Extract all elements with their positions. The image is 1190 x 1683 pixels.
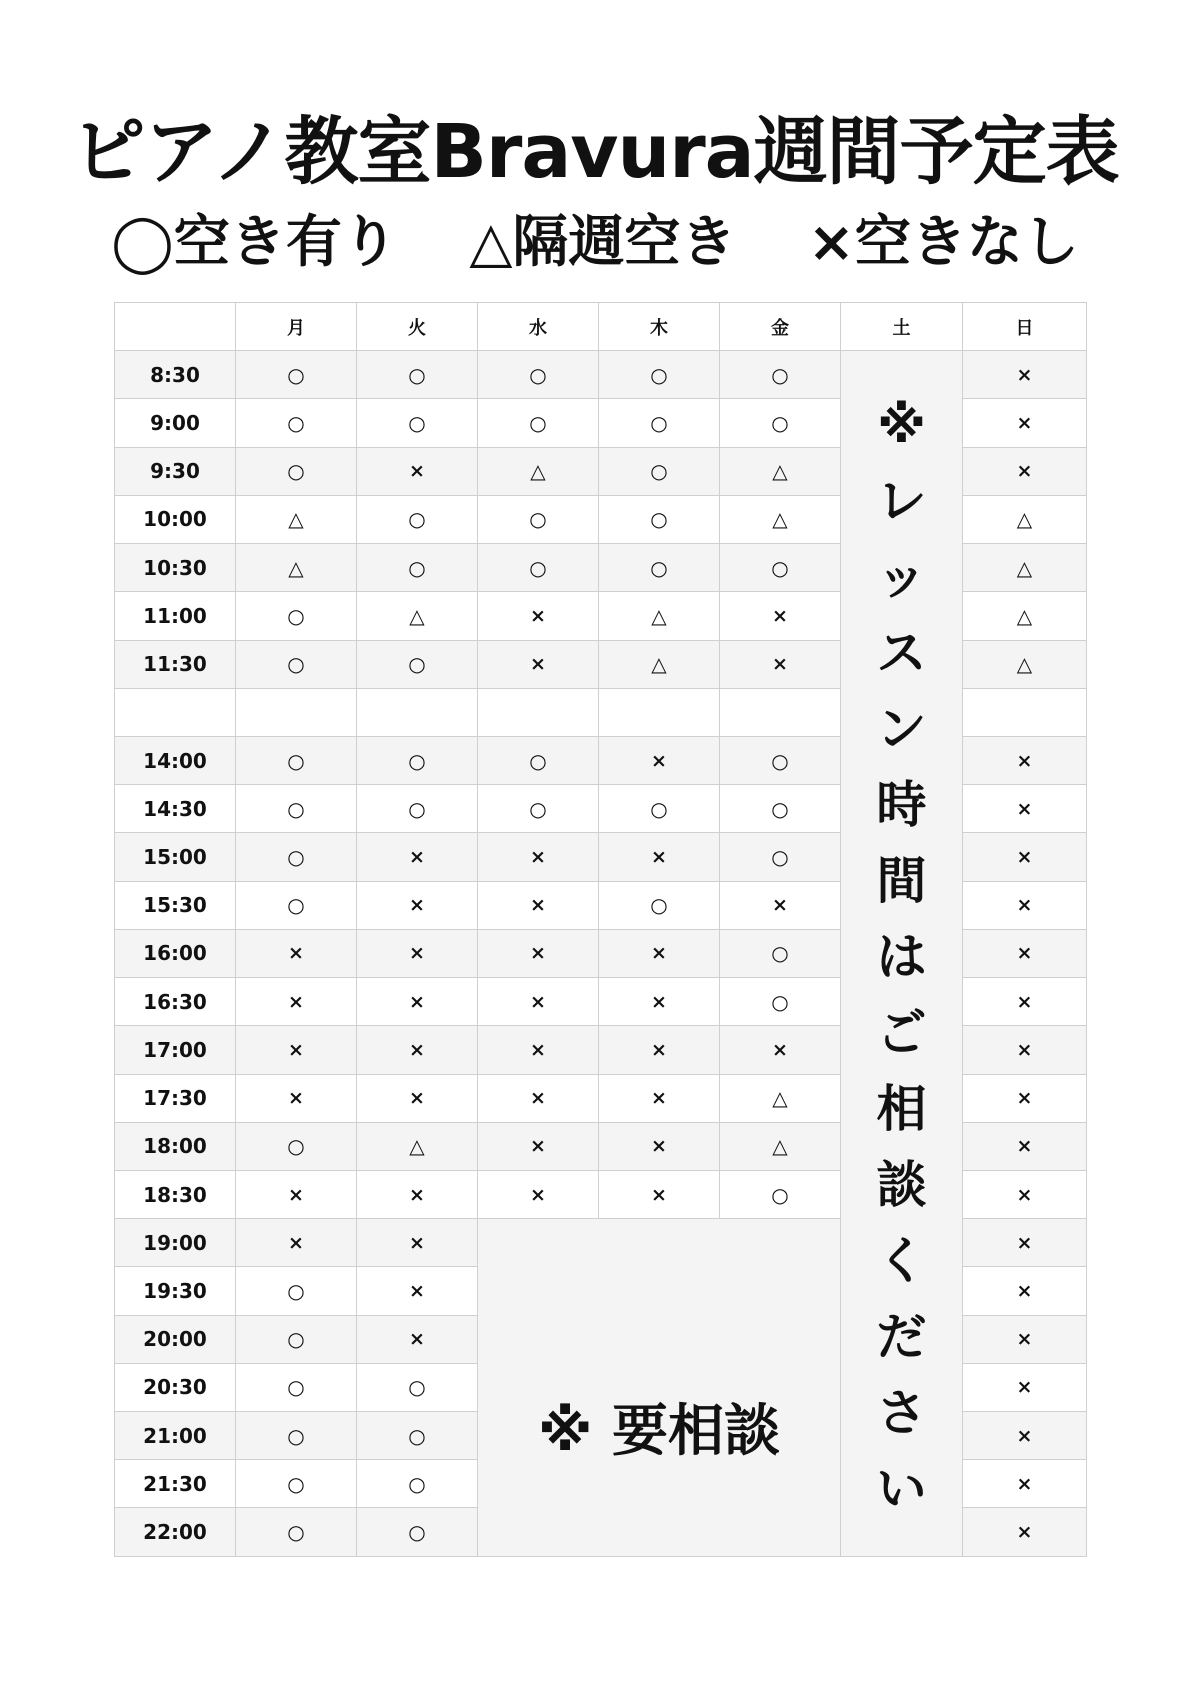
availability-cell: × xyxy=(478,833,599,881)
availability-cell: △ xyxy=(599,592,720,640)
availability-cell: ○ xyxy=(236,1508,357,1556)
time-cell: 17:30 xyxy=(115,1074,236,1122)
time-cell: 18:30 xyxy=(115,1170,236,1218)
day-header: 金 xyxy=(720,303,841,351)
availability-cell: × xyxy=(478,1122,599,1170)
availability-cell: × xyxy=(478,978,599,1026)
availability-cell: ○ xyxy=(236,1315,357,1363)
availability-cell: × xyxy=(963,1315,1087,1363)
availability-cell: × xyxy=(357,1315,478,1363)
saturday-note-char: 間 xyxy=(876,852,927,911)
availability-cell: △ xyxy=(720,1122,841,1170)
time-cell: 19:30 xyxy=(115,1267,236,1315)
time-cell: 14:00 xyxy=(115,736,236,784)
availability-cell: × xyxy=(357,929,478,977)
time-cell: 15:00 xyxy=(115,833,236,881)
availability-cell: × xyxy=(963,1363,1087,1411)
time-cell: 15:30 xyxy=(115,881,236,929)
availability-cell: ○ xyxy=(478,351,599,399)
availability-cell: △ xyxy=(357,592,478,640)
availability-cell: ○ xyxy=(599,351,720,399)
availability-cell: × xyxy=(963,1412,1087,1460)
saturday-note-char: は xyxy=(876,928,927,987)
availability-cell: × xyxy=(236,978,357,1026)
availability-cell: × xyxy=(357,833,478,881)
legend-available: ◯空き有り xyxy=(111,210,398,275)
availability-cell: × xyxy=(357,1170,478,1218)
availability-cell: × xyxy=(963,1170,1087,1218)
time-cell xyxy=(115,688,236,736)
time-cell: 16:00 xyxy=(115,929,236,977)
saturday-note-cell xyxy=(841,351,963,1556)
availability-cell: × xyxy=(599,1026,720,1074)
availability-cell: ○ xyxy=(236,640,357,688)
availability-cell: × xyxy=(963,1460,1087,1508)
saturday-note-char: 談 xyxy=(876,1156,927,1215)
availability-cell: ○ xyxy=(357,544,478,592)
time-cell: 21:30 xyxy=(115,1460,236,1508)
availability-cell: × xyxy=(963,399,1087,447)
availability-cell: ○ xyxy=(720,833,841,881)
availability-cell: ○ xyxy=(720,736,841,784)
availability-cell: ○ xyxy=(357,495,478,543)
legend-alternate-weeks: △隔週空き xyxy=(469,210,737,275)
time-cell: 16:30 xyxy=(115,978,236,1026)
availability-cell: ○ xyxy=(478,736,599,784)
availability-cell: × xyxy=(963,736,1087,784)
availability-cell: ○ xyxy=(599,785,720,833)
availability-cell xyxy=(963,688,1087,736)
availability-cell: △ xyxy=(357,1122,478,1170)
availability-cell: × xyxy=(599,1170,720,1218)
day-header: 木 xyxy=(599,303,720,351)
corner-cell xyxy=(115,303,236,351)
availability-cell: × xyxy=(599,1074,720,1122)
legend xyxy=(0,208,1190,278)
availability-cell: × xyxy=(357,881,478,929)
saturday-note-char: く xyxy=(876,1232,927,1291)
time-cell: 10:00 xyxy=(115,495,236,543)
table-row xyxy=(115,351,1087,399)
time-cell: 14:30 xyxy=(115,785,236,833)
availability-cell: × xyxy=(963,447,1087,495)
time-cell: 9:00 xyxy=(115,399,236,447)
availability-cell: × xyxy=(720,1026,841,1074)
availability-cell: △ xyxy=(478,447,599,495)
saturday-note-char: ご xyxy=(876,1004,927,1063)
saturday-note xyxy=(841,387,962,1527)
availability-cell: × xyxy=(236,1170,357,1218)
availability-cell: × xyxy=(236,1026,357,1074)
availability-cell: △ xyxy=(963,495,1087,543)
availability-cell: × xyxy=(478,881,599,929)
availability-cell: × xyxy=(357,978,478,1026)
saturday-note-char: だ xyxy=(876,1308,927,1367)
availability-cell: ○ xyxy=(236,1122,357,1170)
availability-cell: △ xyxy=(599,640,720,688)
schedule-table xyxy=(114,302,1087,1557)
availability-cell: ○ xyxy=(720,399,841,447)
time-cell: 8:30 xyxy=(115,351,236,399)
availability-cell: △ xyxy=(720,495,841,543)
availability-cell: ○ xyxy=(357,1508,478,1556)
availability-cell: ○ xyxy=(357,785,478,833)
availability-cell: △ xyxy=(720,447,841,495)
saturday-note-char: ッ xyxy=(876,548,927,607)
availability-cell: ○ xyxy=(236,592,357,640)
availability-cell xyxy=(599,688,720,736)
availability-cell: △ xyxy=(236,544,357,592)
time-cell: 9:30 xyxy=(115,447,236,495)
availability-cell: ○ xyxy=(599,399,720,447)
availability-cell: ○ xyxy=(478,544,599,592)
availability-cell: ○ xyxy=(599,881,720,929)
availability-cell: ○ xyxy=(599,447,720,495)
availability-cell: × xyxy=(963,978,1087,1026)
time-cell: 19:00 xyxy=(115,1219,236,1267)
time-cell: 11:30 xyxy=(115,640,236,688)
availability-cell: ○ xyxy=(236,1363,357,1411)
availability-cell: ○ xyxy=(236,833,357,881)
availability-cell: × xyxy=(963,1122,1087,1170)
availability-cell: × xyxy=(478,640,599,688)
availability-cell: × xyxy=(357,1219,478,1267)
header-row xyxy=(115,303,1087,351)
availability-cell: ○ xyxy=(720,785,841,833)
availability-cell: ○ xyxy=(357,1363,478,1411)
availability-cell: ○ xyxy=(720,544,841,592)
availability-cell: × xyxy=(236,929,357,977)
availability-cell: × xyxy=(963,1508,1087,1556)
availability-cell: × xyxy=(478,1170,599,1218)
time-cell: 11:00 xyxy=(115,592,236,640)
availability-cell: ○ xyxy=(357,736,478,784)
availability-cell: ○ xyxy=(357,351,478,399)
availability-cell: ○ xyxy=(236,399,357,447)
saturday-note-char: ン xyxy=(876,700,927,759)
availability-cell: × xyxy=(720,640,841,688)
availability-cell: ○ xyxy=(236,1412,357,1460)
availability-cell: ○ xyxy=(720,978,841,1026)
day-header: 土 xyxy=(841,303,963,351)
availability-cell: ○ xyxy=(720,1170,841,1218)
saturday-note-char: ※ xyxy=(877,396,926,455)
availability-cell: ○ xyxy=(357,1412,478,1460)
availability-cell: × xyxy=(599,1122,720,1170)
time-cell: 10:30 xyxy=(115,544,236,592)
time-cell: 20:30 xyxy=(115,1363,236,1411)
availability-cell: × xyxy=(599,833,720,881)
time-cell: 22:00 xyxy=(115,1508,236,1556)
availability-cell: × xyxy=(720,881,841,929)
availability-cell: ○ xyxy=(478,785,599,833)
availability-cell: △ xyxy=(963,640,1087,688)
availability-cell: × xyxy=(963,1074,1087,1122)
availability-cell: × xyxy=(478,1026,599,1074)
saturday-note-char: 時 xyxy=(876,776,927,835)
availability-cell: ○ xyxy=(236,1267,357,1315)
availability-cell: △ xyxy=(236,495,357,543)
availability-cell: × xyxy=(963,929,1087,977)
availability-cell: ○ xyxy=(236,881,357,929)
availability-cell: × xyxy=(720,592,841,640)
day-header: 月 xyxy=(236,303,357,351)
availability-cell: × xyxy=(963,1219,1087,1267)
availability-cell: × xyxy=(478,1074,599,1122)
availability-cell: △ xyxy=(963,544,1087,592)
availability-cell: × xyxy=(236,1074,357,1122)
saturday-note-char: さ xyxy=(876,1384,927,1443)
availability-cell xyxy=(478,688,599,736)
availability-cell: × xyxy=(963,833,1087,881)
availability-cell: × xyxy=(599,929,720,977)
availability-cell: × xyxy=(963,1026,1087,1074)
availability-cell: × xyxy=(963,785,1087,833)
availability-cell: ○ xyxy=(478,495,599,543)
availability-cell: × xyxy=(357,1267,478,1315)
availability-cell: × xyxy=(963,351,1087,399)
availability-cell: ○ xyxy=(599,544,720,592)
availability-cell: × xyxy=(599,736,720,784)
availability-cell: ○ xyxy=(236,351,357,399)
availability-cell: ○ xyxy=(236,785,357,833)
availability-cell: ○ xyxy=(720,929,841,977)
availability-cell: ○ xyxy=(236,447,357,495)
page-title: ピアノ教室Bravura週間予定表 xyxy=(71,109,1119,195)
availability-cell: ○ xyxy=(478,399,599,447)
day-header: 日 xyxy=(963,303,1087,351)
availability-cell: ○ xyxy=(720,351,841,399)
availability-cell: ○ xyxy=(357,399,478,447)
time-cell: 18:00 xyxy=(115,1122,236,1170)
legend-unavailable: ×空きなし xyxy=(807,210,1079,275)
availability-cell: × xyxy=(963,1267,1087,1315)
availability-cell: × xyxy=(478,929,599,977)
consultation-note: ※ 要相談 xyxy=(478,1219,841,1557)
time-cell: 17:00 xyxy=(115,1026,236,1074)
saturday-note-char: レ xyxy=(876,472,927,531)
availability-cell: × xyxy=(357,1074,478,1122)
day-header: 火 xyxy=(357,303,478,351)
availability-cell xyxy=(236,688,357,736)
availability-cell: × xyxy=(357,447,478,495)
saturday-note-char: い xyxy=(876,1460,927,1519)
availability-cell xyxy=(720,688,841,736)
availability-cell: △ xyxy=(720,1074,841,1122)
availability-cell: △ xyxy=(963,592,1087,640)
availability-cell: ○ xyxy=(357,1460,478,1508)
saturday-note-char: 相 xyxy=(876,1080,927,1139)
saturday-note-char: ス xyxy=(876,624,927,683)
availability-cell: ○ xyxy=(599,495,720,543)
availability-cell: ○ xyxy=(236,736,357,784)
availability-cell: × xyxy=(963,881,1087,929)
availability-cell: × xyxy=(357,1026,478,1074)
availability-cell: × xyxy=(236,1219,357,1267)
time-cell: 21:00 xyxy=(115,1412,236,1460)
availability-cell: ○ xyxy=(236,1460,357,1508)
availability-cell: × xyxy=(599,978,720,1026)
day-header: 水 xyxy=(478,303,599,351)
availability-cell xyxy=(357,688,478,736)
availability-cell: × xyxy=(478,592,599,640)
availability-cell: ○ xyxy=(357,640,478,688)
time-cell: 20:00 xyxy=(115,1315,236,1363)
